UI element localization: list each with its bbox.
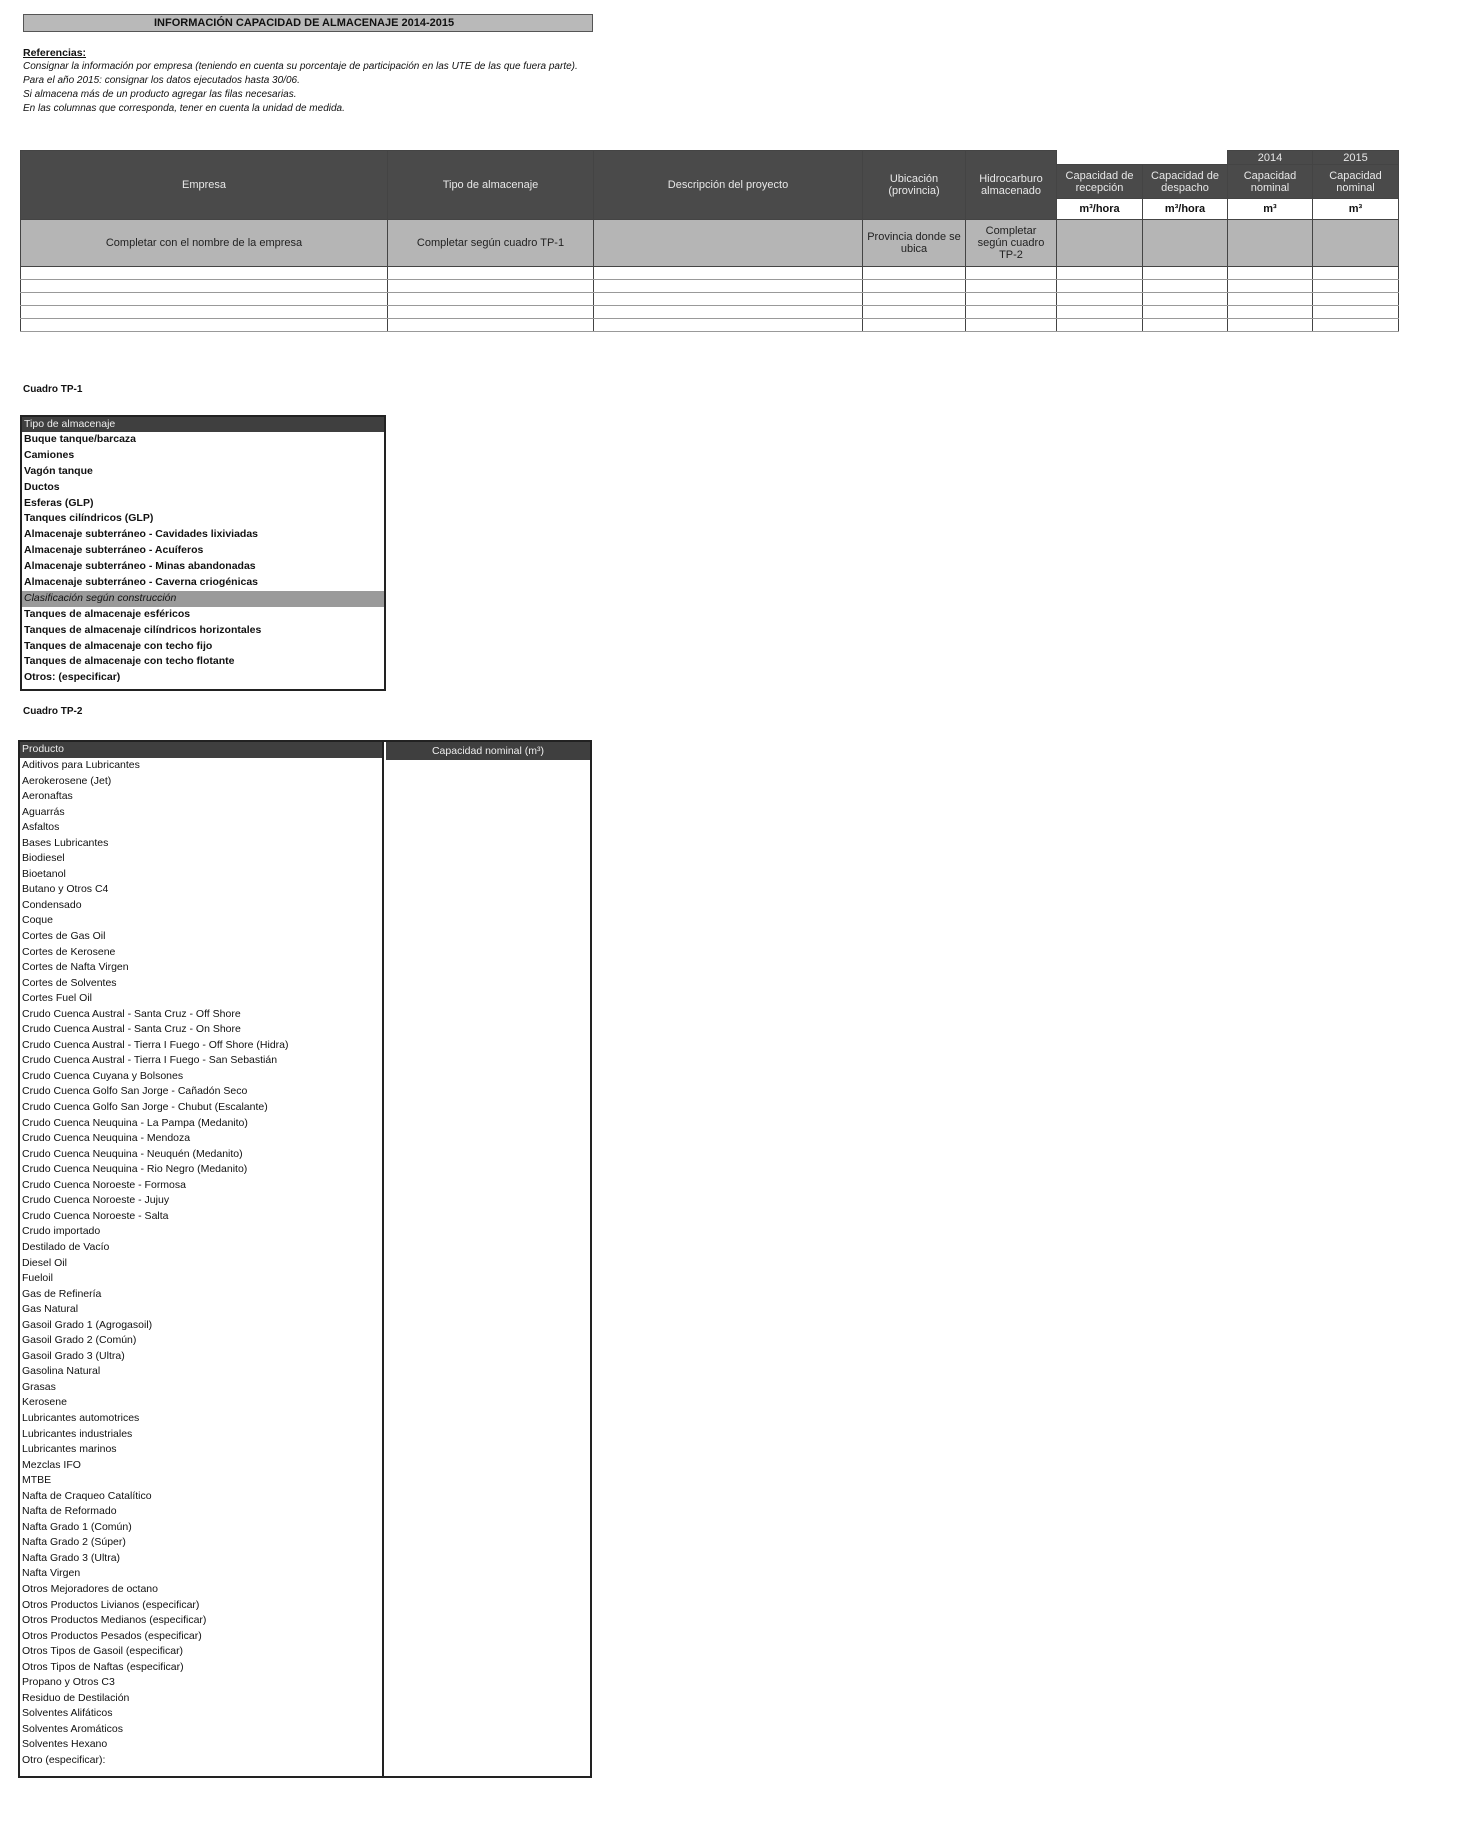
tp1-item: Esferas (GLP) xyxy=(24,496,94,509)
tp2-product-item: Cortes Fuel Oil xyxy=(22,992,93,1005)
tp2-product-item: Aguarrás xyxy=(22,805,65,818)
tp2-product-item: Coque xyxy=(22,914,53,927)
tp2-product-item: Cortes de Kerosene xyxy=(22,945,116,958)
tp2-product-item: MTBE xyxy=(22,1474,52,1487)
tp1-item: Tanques de almacenaje con techo fijo xyxy=(24,639,213,652)
tp2-product-item: Crudo Cuenca Neuquina - La Pampa (Medanito) xyxy=(22,1116,248,1129)
table-row xyxy=(21,293,1399,306)
tp2-product-item: Aeronaftas xyxy=(22,790,73,803)
tp2-table xyxy=(18,740,592,1778)
tp2-product-item: Crudo Cuenca Noroeste - Salta xyxy=(22,1209,169,1222)
unit-nominal-2014: m³ xyxy=(1228,199,1313,220)
example-row xyxy=(21,220,1399,267)
header-year-2014: 2014 xyxy=(1228,151,1313,165)
tp2-product-item: Mezclas IFO xyxy=(22,1458,81,1471)
example-tipo[interactable]: Completar según cuadro TP-1 xyxy=(388,220,594,267)
tp2-product-item: Crudo importado xyxy=(22,1225,101,1238)
tp1-item: Tanques de almacenaje cilíndricos horizontales xyxy=(24,623,262,636)
tp2-product-item: Solventes Hexano xyxy=(22,1738,108,1751)
tp2-product-item: Crudo Cuenca Neuquina - Rio Negro (Medanito) xyxy=(22,1163,248,1176)
example-despacho[interactable] xyxy=(1143,220,1228,267)
tp2-product-item: Cortes de Nafta Virgen xyxy=(22,961,129,974)
tp1-subheader: Clasificación según construcción xyxy=(22,591,384,607)
tp2-product-item: Gasoil Grado 3 (Ultra) xyxy=(22,1349,125,1362)
tp1-item: Vagón tanque xyxy=(24,464,93,477)
tp1-title: Cuadro TP-1 xyxy=(23,384,83,395)
tp2-product-item: Nafta Grado 2 (Súper) xyxy=(22,1536,126,1549)
tp1-header: Tipo de almacenaje xyxy=(22,417,384,432)
unit-nominal-2015: m³ xyxy=(1313,199,1399,220)
example-recepcion[interactable] xyxy=(1057,220,1143,267)
tp2-product-item: Cortes de Gas Oil xyxy=(22,930,106,943)
tp2-product-item: Otros Productos Medianos (especificar) xyxy=(22,1614,207,1627)
tp2-product-item: Crudo Cuenca Austral - Santa Cruz - On Shore xyxy=(22,1023,241,1036)
tp1-item: Tanques de almacenaje con techo flotante xyxy=(24,655,235,668)
tp2-product-item: Condensado xyxy=(22,898,82,911)
tp1-item: Almacenaje subterráneo - Cavidades lixiviadas xyxy=(24,528,259,541)
header-ubicacion: Ubicación (provincia) xyxy=(863,151,966,220)
tp2-product-item: Biodiesel xyxy=(22,852,65,865)
example-nominal-2014[interactable] xyxy=(1228,220,1313,267)
tp2-product-item: Solventes Aromáticos xyxy=(22,1722,123,1735)
tp2-header-capacity: Capacidad nominal (m³) xyxy=(386,742,590,760)
tp2-product-item: Aerokerosene (Jet) xyxy=(22,774,112,787)
tp2-product-item: Crudo Cuenca Noroeste - Formosa xyxy=(22,1178,186,1191)
tp1-item: Tanques de almacenaje esféricos xyxy=(24,607,191,620)
header-nominal-2015: Capacidad nominal xyxy=(1313,165,1399,199)
document-title: INFORMACIÓN CAPACIDAD DE ALMACENAJE 2014-2015 xyxy=(23,14,593,32)
example-ubicacion[interactable]: Provincia donde se ubica xyxy=(863,220,966,267)
tp2-product-item: Gas de Refinería xyxy=(22,1287,102,1300)
tp2-capacity-column[interactable] xyxy=(382,742,384,1776)
reference-line: Para el año 2015: consignar los datos ejecutados hasta 30/06. xyxy=(23,75,300,86)
tp2-product-item: Crudo Cuenca Austral - Santa Cruz - Off Shore xyxy=(22,1007,241,1020)
tp2-product-item: Nafta Grado 3 (Ultra) xyxy=(22,1551,121,1564)
header-hidrocarburo: Hidrocarburo almacenado xyxy=(966,151,1057,220)
references-heading: Referencias: xyxy=(23,47,87,59)
tp1-item: Almacenaje subterráneo - Acuíferos xyxy=(24,544,204,557)
header-recepcion: Capacidad de recepción xyxy=(1057,165,1143,199)
header-descripcion: Descripción del proyecto xyxy=(594,151,863,220)
example-empresa[interactable]: Completar con el nombre de la empresa xyxy=(21,220,388,267)
tp1-item: Ductos xyxy=(24,480,60,493)
tp2-product-item: Crudo Cuenca Noroeste - Jujuy xyxy=(22,1194,170,1207)
tp2-product-item: Otro (especificar): xyxy=(22,1754,106,1766)
tp1-table xyxy=(20,415,386,691)
tp2-product-item: Bases Lubricantes xyxy=(22,836,109,849)
tp2-product-item: Destilado de Vacío xyxy=(22,1240,110,1253)
tp2-product-item: Propano y Otros C3 xyxy=(22,1676,115,1689)
tp2-product-item: Crudo Cuenca Austral - Tierra I Fuego - San Sebastián xyxy=(22,1054,278,1067)
header-year-2015: 2015 xyxy=(1313,151,1399,165)
tp2-product-item: Otros Productos Livianos (especificar) xyxy=(22,1598,200,1611)
header-empresa: Empresa xyxy=(21,151,388,220)
tp2-product-item: Gas Natural xyxy=(22,1303,79,1316)
tp1-item: Almacenaje subterráneo - Caverna criogénicas xyxy=(24,576,259,589)
tp2-product-item: Gasolina Natural xyxy=(22,1365,101,1378)
reference-line: En las columnas que corresponda, tener en cuenta la unidad de medida. xyxy=(23,103,345,114)
storage-capacity-table xyxy=(20,150,1399,332)
unit-recepcion: m³/hora xyxy=(1057,199,1143,220)
tp2-product-item: Fueloil xyxy=(22,1272,53,1285)
tp2-product-item: Lubricantes automotrices xyxy=(22,1411,140,1424)
tp1-item: Otros: (especificar) xyxy=(24,671,121,684)
tp2-product-item: Cortes de Solventes xyxy=(22,976,117,989)
tp2-product-item: Bioetanol xyxy=(22,867,66,880)
reference-line: Consignar la información por empresa (teniendo en cuenta su porcentaje de participación en las UTE de las que fuera parte). xyxy=(23,61,578,72)
table-row xyxy=(21,267,1399,280)
tp2-header-product: Producto xyxy=(20,742,384,758)
tp2-product-item: Diesel Oil xyxy=(22,1256,67,1269)
tp2-product-item: Gasoil Grado 1 (Agrogasoil) xyxy=(22,1318,153,1331)
tp2-product-item: Lubricantes marinos xyxy=(22,1443,117,1456)
header-nominal-2014: Capacidad nominal xyxy=(1228,165,1313,199)
tp2-product-item: Otros Mejoradores de octano xyxy=(22,1582,158,1595)
tp2-product-item: Butano y Otros C4 xyxy=(22,883,109,896)
unit-despacho: m³/hora xyxy=(1143,199,1228,220)
tp2-product-item: Gasoil Grado 2 (Común) xyxy=(22,1334,137,1347)
tp1-item: Camiones xyxy=(24,448,75,461)
table-row xyxy=(21,280,1399,293)
tp2-product-item: Nafta de Craqueo Catalítico xyxy=(22,1489,152,1502)
tp2-product-item: Otros Tipos de Naftas (especificar) xyxy=(22,1660,184,1673)
tp2-title: Cuadro TP-2 xyxy=(23,706,83,717)
example-nominal-2015[interactable] xyxy=(1313,220,1399,267)
tp2-product-item: Crudo Cuenca Golfo San Jorge - Cañadón Seco xyxy=(22,1085,248,1098)
tp2-product-item: Aditivos para Lubricantes xyxy=(22,759,140,771)
header-despacho: Capacidad de despacho xyxy=(1143,165,1228,199)
tp2-product-item: Crudo Cuenca Golfo San Jorge - Chubut (Escalante) xyxy=(22,1101,268,1114)
tp2-product-item: Crudo Cuenca Neuquina - Mendoza xyxy=(22,1132,191,1145)
tp1-item: Almacenaje subterráneo - Minas abandonadas xyxy=(24,560,256,573)
tp2-product-item: Asfaltos xyxy=(22,821,60,834)
tp2-product-item: Otros Tipos de Gasoil (especificar) xyxy=(22,1645,184,1658)
table-row xyxy=(21,306,1399,319)
tp1-item: Buque tanque/barcaza xyxy=(24,433,137,445)
example-hidrocarburo[interactable]: Completar según cuadro TP-2 xyxy=(966,220,1057,267)
example-descripcion[interactable] xyxy=(594,220,863,267)
tp2-product-item: Otros Productos Pesados (especificar) xyxy=(22,1629,202,1642)
tp2-product-item: Kerosene xyxy=(22,1396,67,1409)
tp2-product-item: Grasas xyxy=(22,1380,56,1393)
header-tipo-almacenaje: Tipo de almacenaje xyxy=(388,151,594,220)
tp2-product-item: Crudo Cuenca Cuyana y Bolsones xyxy=(22,1069,184,1082)
table-row xyxy=(21,319,1399,332)
tp2-product-item: Nafta Grado 1 (Común) xyxy=(22,1520,132,1533)
tp2-product-item: Residuo de Destilación xyxy=(22,1691,130,1704)
header-spacer xyxy=(1057,151,1228,165)
tp1-item: Tanques cilíndricos (GLP) xyxy=(24,512,154,525)
tp2-product-item: Nafta Virgen xyxy=(22,1567,81,1580)
reference-line: Si almacena más de un producto agregar las filas necesarias. xyxy=(23,89,297,100)
tp2-product-item: Crudo Cuenca Austral - Tierra I Fuego - Off Shore (Hidra) xyxy=(22,1038,289,1051)
tp2-product-item: Nafta de Reformado xyxy=(22,1505,117,1518)
tp2-product-item: Lubricantes industriales xyxy=(22,1427,133,1440)
tp2-product-item: Crudo Cuenca Neuquina - Neuquén (Medanito) xyxy=(22,1147,243,1160)
references xyxy=(23,46,923,116)
tp2-product-item: Solventes Alifáticos xyxy=(22,1707,113,1720)
